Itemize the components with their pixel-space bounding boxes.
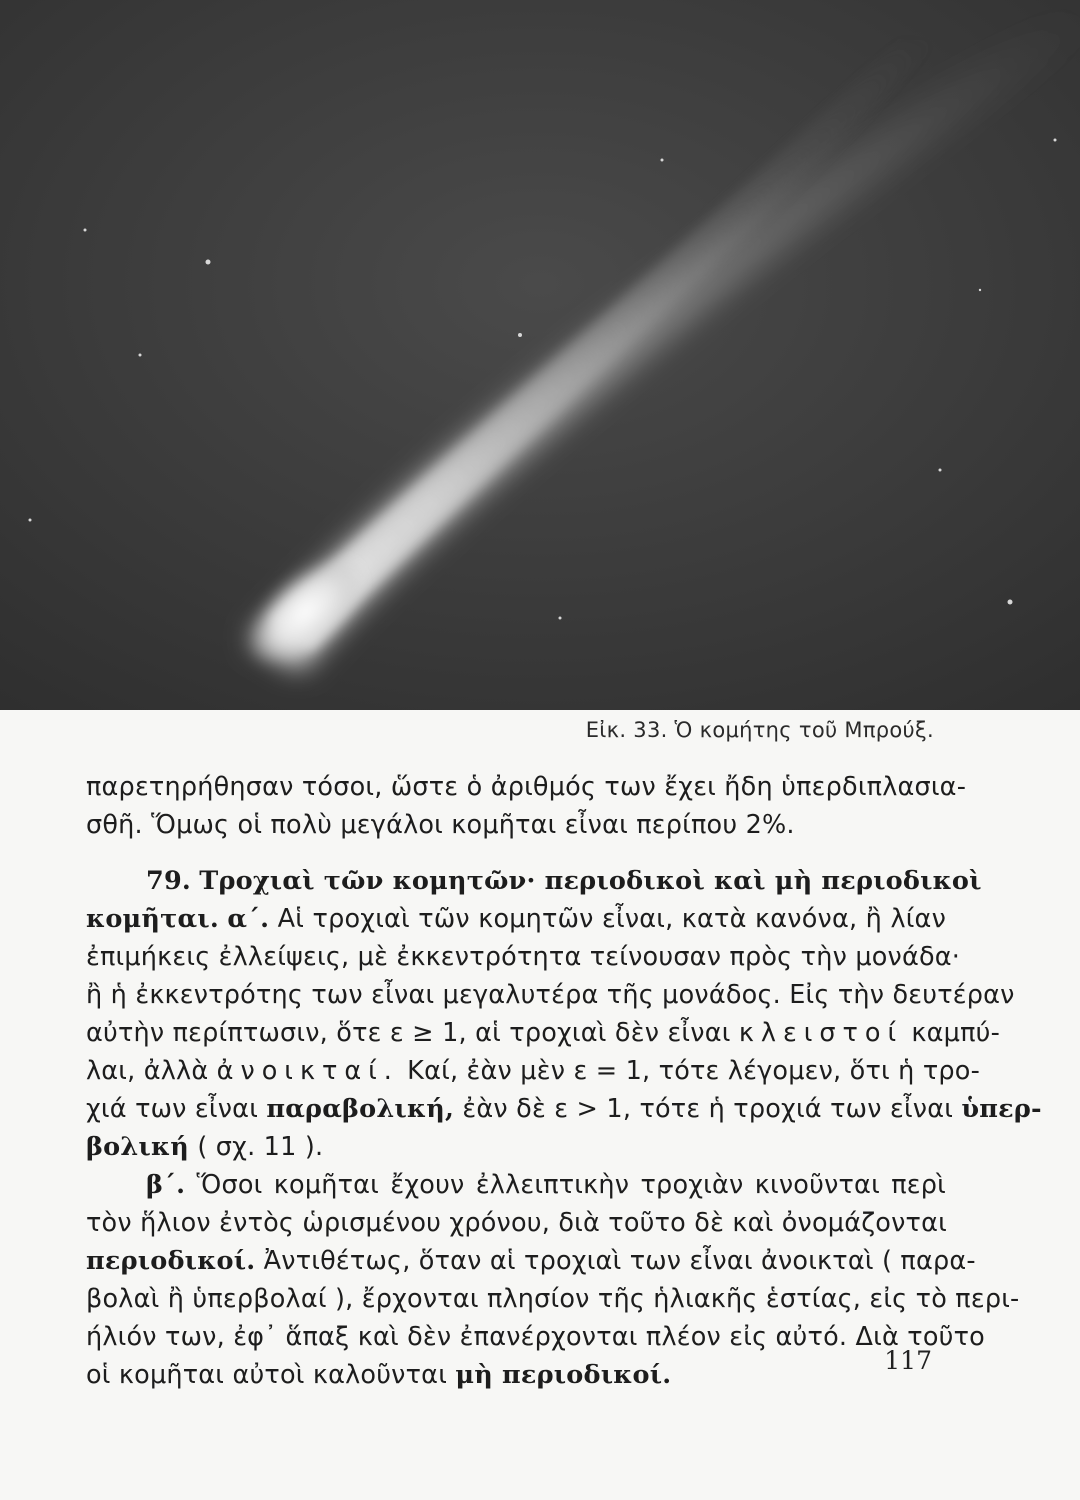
comet-photograph [0, 0, 1080, 710]
text-line [86, 900, 946, 938]
text-line [86, 1014, 1001, 1052]
bold-term: περιοδικοί. [86, 1246, 256, 1276]
text-span: καμπύ- [903, 1018, 1001, 1048]
spaced-word: κλειστοί [738, 1018, 904, 1048]
text-span: Ἀντιθέτως, ὅταν αἱ τροχιαὶ των εἶναι ἀνοικταὶ ( παρα- [255, 1246, 976, 1276]
text-span: λαι, ἀλλὰ [86, 1056, 217, 1086]
text-span: αὐτὴν περίπτωσιν, ὅτε ε ≥ 1, αἱ τροχιαὶ δὲν εἶναι [86, 1018, 739, 1048]
page-number: 117 [884, 1346, 932, 1375]
text-line: τὸν ἥλιον ἐντὸς ὡρισμένου χρόνου, διὰ τοῦτο δὲ καὶ ὀνομάζονται [86, 1208, 947, 1238]
text-line: παρετηρήθησαν τόσοι, ὥστε ὁ ἀριθμός των ἔχει ἤδη ὑπερδιπλασια- [86, 772, 967, 802]
section-number: 79. [146, 866, 191, 896]
bold-term: ὑπερ- [961, 1094, 1042, 1124]
text-line [86, 1052, 980, 1090]
section-heading [86, 862, 982, 900]
text-line [86, 1356, 946, 1394]
text-span: χιά των εἶναι [86, 1094, 267, 1124]
section-title-cont: κομῆται. [86, 904, 219, 934]
text-line [86, 1128, 946, 1166]
subsection-a-label: α΄. [227, 904, 270, 934]
bold-term: βολική [86, 1132, 190, 1162]
figure-caption: Εἰκ. 33. Ὁ κομήτης τοῦ Μπρούξ. [585, 718, 934, 742]
text-line: ἐπιμήκεις ἐλλείψεις, μὲ ἐκκεντρότητα τείνουσαν πρὸς τὴν μονάδα· [86, 942, 961, 972]
text-span: Ὅσοι κομῆται ἔχουν ἐλλειπτικὴν τροχιὰν κινοῦνται περὶ [185, 1170, 946, 1200]
section-title: Τροχιαὶ τῶν κομητῶν· περιοδικοὶ καὶ μὴ περιοδικοὶ [199, 866, 982, 896]
text-line: ἢ ἡ ἐκκεντρότης των εἶναι μεγαλυτέρα τῆς μονάδος. Εἰς τὴν δευτέραν [86, 980, 1015, 1010]
bold-term: μὴ περιοδικοί. [455, 1360, 672, 1390]
text-span: Αἱ τροχιαὶ τῶν κομητῶν εἶναι, κατὰ κανόνα, ἢ λίαν [277, 904, 947, 934]
text-span: Καί, ἐὰν μὲν ε = 1, τότε λέγομεν, ὅτι ἡ τρο- [398, 1056, 980, 1086]
text-line: βολαὶ ἢ ὑπερβολαί ), ἔρχονται πλησίον τῆς ἡλιακῆς ἑστίας, εἰς τὸ περι- [86, 1284, 1020, 1314]
text-line: ήλιόν των, ἐφ᾽ ἅπαξ καὶ δὲν ἐπανέρχονται πλέον εἰς αὐτό. Διὰ τοῦτο [86, 1322, 985, 1352]
text-span: ἐὰν δὲ ε > 1, τότε ἡ τροχιά των εἶναι [454, 1094, 962, 1124]
text-line: σθῆ. Ὅμως οἱ πολὺ μεγάλοι κομῆται εἶναι περίπου 2%. [86, 810, 795, 840]
text-line [86, 1242, 976, 1280]
bold-term: παραβολική, [266, 1094, 455, 1124]
spaced-word: ἀνοικταί. [216, 1056, 399, 1086]
subsection-b-label: β΄. [146, 1170, 186, 1200]
text-line [86, 1090, 1042, 1128]
text-line [86, 1166, 946, 1204]
text-span: ( σχ. 11 ). [189, 1132, 324, 1162]
comet-image [0, 0, 1080, 710]
text-span: οἱ κομῆται αὐτοὶ καλοῦνται [86, 1360, 456, 1390]
body-text [86, 768, 1042, 1394]
